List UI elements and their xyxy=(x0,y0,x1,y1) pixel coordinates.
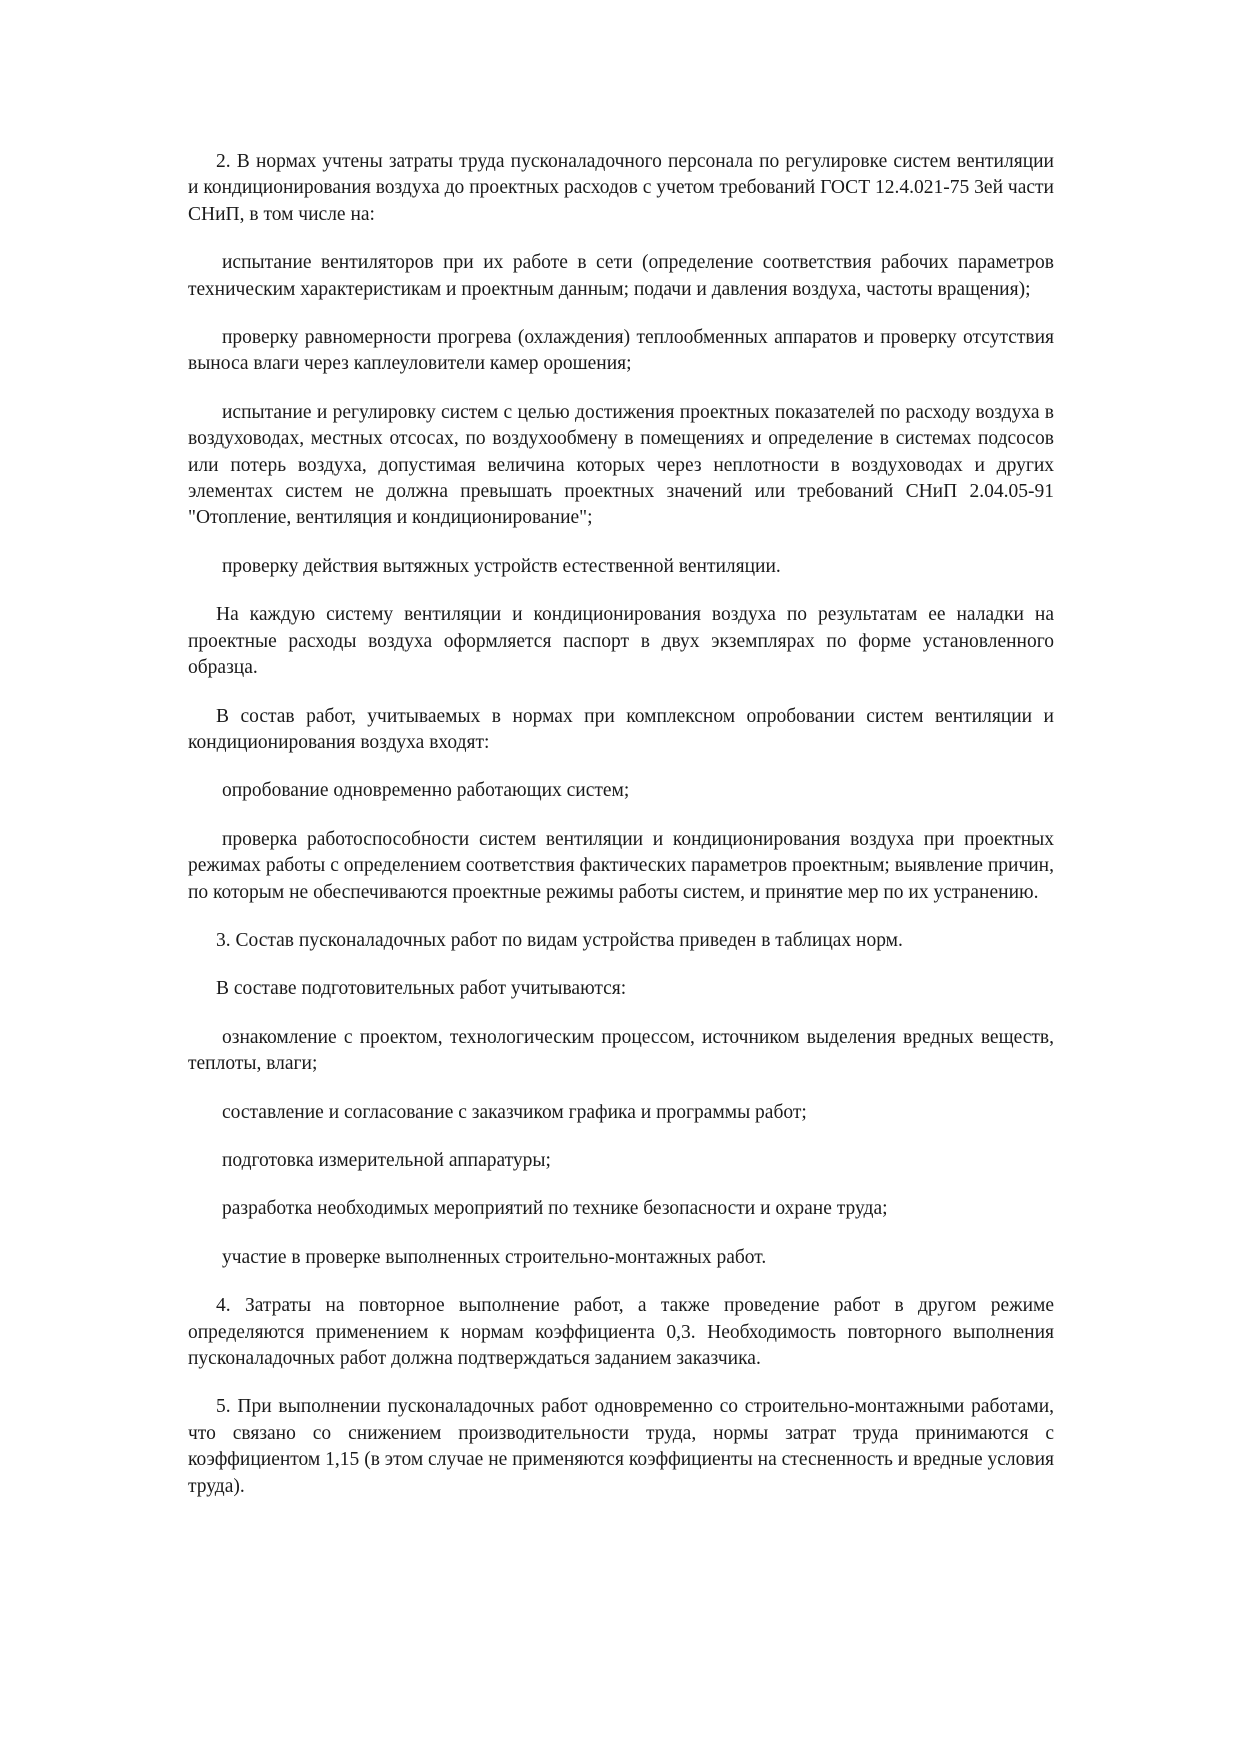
list-item-system-regulation: испытание и регулировку систем с целью достижения проектных показателей по расходу воздуха в воздуховодах, местных отсосах, по воздухообмену в помещениях и определение в системах подсосов или потерь воздуха, допустимая величина которых через неплотности в воздуховодах и других элементах систем не должна превышать проектных значений или требований СНиП 2.04.05-91 "Отопление, вентиляция и кондиционирование"; xyxy=(188,401,1054,529)
paragraph-item-4: 4. Затраты на повторное выполнение работ, а также проведение работ в другом режиме определяются применением к нормам коэффициента 0,3. Необходимость повторного выполнения пусконаладочных работ должна подтверждаться заданием заказчика. xyxy=(188,1295,1054,1369)
list-item-works-inspection: участие в проверке выполненных строительно-монтажных работ. xyxy=(222,1246,767,1268)
list-item-equipment-preparation: подготовка измерительной аппаратуры; xyxy=(222,1149,551,1171)
paragraph-complex-testing-intro: В состав работ, учитываемых в нормах при комплексном опробовании систем вентиляции и кондиционирования воздуха входят: xyxy=(188,705,1054,753)
paragraph-item-5: 5. При выполнении пусконаладочных работ одновременно со строительно-монтажными работами, что связано со снижением производительности труда, нормы затрат труда принимаются с коэффициентом 1,15 (в этом случае не применяются коэффициенты на стесненность и вредные условия труда). xyxy=(188,1396,1054,1497)
paragraph-preparatory-intro: В составе подготовительных работ учитываются: xyxy=(216,978,627,1000)
document-body xyxy=(188,149,1054,1522)
list-item-schedule-approval: составление и согласование с заказчиком графика и программы работ; xyxy=(222,1101,807,1123)
list-item-simultaneous-testing: опробование одновременно работающих систем; xyxy=(222,780,630,802)
list-item-project-familiarization: ознакомление с проектом, технологическим процессом, источником выделения вредных веществ, теплоты, влаги; xyxy=(188,1026,1054,1075)
list-item-safety-measures: разработка необходимых мероприятий по технике безопасности и охране труда; xyxy=(222,1198,888,1220)
paragraph-item-3: 3. Состав пусконаладочных работ по видам устройства приведен в таблицах норм. xyxy=(216,929,903,951)
list-item-fan-testing: испытание вентиляторов при их работе в сети (определение соответствия рабочих параметров техническим характеристикам и проектным данным; подачи и давления воздуха, частоты вращения); xyxy=(188,252,1054,300)
list-item-heat-exchanger-check: проверку равномерности прогрева (охлаждения) теплообменных аппаратов и проверку отсутствия выноса влаги через каплеуловители камер орошения; xyxy=(188,327,1054,375)
list-item-operability-check: проверка работоспособности систем вентиляции и кондиционирования воздуха при проектных режимах работы с определением соответствия фактических параметров проектным; выявление причин, по которым не обеспечиваются проектные режимы работы систем, и принятие мер по их устранению. xyxy=(188,828,1054,903)
paragraph-item-2-intro: 2. В нормах учтены затраты труда пусконаладочного персонала по регулировке систем вентиляции и кондиционирования воздуха до проектных расходов с учетом требований ГОСТ 12.4.021-75 3ей части СНиП, в том числе на: xyxy=(188,151,1054,225)
paragraph-passport: На каждую систему вентиляции и кондиционирования воздуха по результатам ее наладки на проектные расходы воздуха оформляется паспорт в двух экземплярах по форме установленного образца. xyxy=(188,604,1054,679)
list-item-natural-ventilation-check: проверку действия вытяжных устройств естественной вентиляции. xyxy=(222,555,781,577)
